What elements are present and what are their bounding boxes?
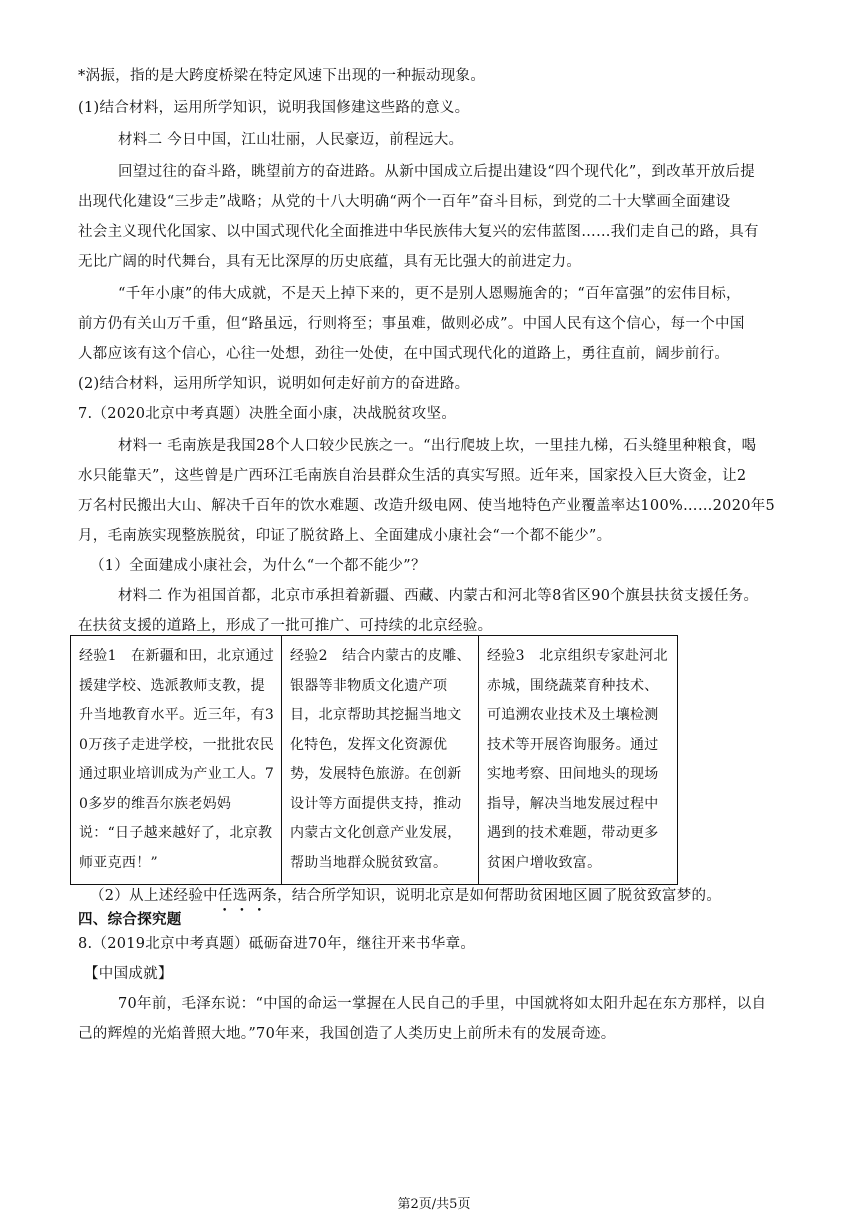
paragraph-line: 水只能靠天”，这些曾是广西环江毛南族自治县群众生活的真实写照。近年来，国家投入巨大资金，让2 <box>78 468 747 484</box>
material-1-line: 材料一 毛南族是我国28个人口较少民族之一。“出行爬坡上坎，一里挂九梯，石头缝里种粮食，喝 <box>118 438 757 454</box>
paragraph-line: 回望过往的奋斗路，眺望前方的奋进路。从新中国成立后提出建设“四个现代化”，到改革开放后提 <box>118 164 756 180</box>
page-footer: 第2页/共5页 <box>397 1197 471 1212</box>
section-heading: 四、综合探究题 <box>78 911 182 928</box>
question-7-2: （2）从上述经验中任选两条，结合所学知识，说明北京是如何帮助贫困地区圆了脱贫致富梦的。 <box>90 888 722 904</box>
footnote-vortex: *涡振，指的是大跨度桥梁在特定风速下出现的一种振动现象。 <box>78 68 486 84</box>
experience-cell-3: 经验3 北京组织专家赴河北赤城，围绕蔬菜育种技术、可追溯农业技术及土壤检测技术等开展咨询服务。通过实地考察、田间地头的现场指导，解决当地发展过程中遇到的技术难题，带动更多贫困户增收致富。 <box>479 636 678 885</box>
paragraph-line: “千年小康”的伟大成就，不是天上掉下来的，更不是别人恩赐施舍的；“百年富强”的宏伟目标， <box>118 286 741 302</box>
question-6-1: (1)结合材料，运用所学知识，说明我国修建这些路的意义。 <box>78 100 470 116</box>
quote-line: 70年前，毛泽东说：“中国的命运一掌握在人民自己的手里，中国就将如太阳升起在东方那样，以自 <box>118 996 767 1012</box>
emphasis-dots: ••• <box>222 906 274 916</box>
paragraph-line: 人都应该有这个信心，心往一处想，劲往一处使，在中国式现代化的道路上，勇往直前，阔步前行。 <box>78 346 730 362</box>
paragraph-line: 无比广阔的时代舞台，具有无比深厚的历史底蕴，具有无比强大的前进定力。 <box>78 254 582 270</box>
question-6-2: (2)结合材料，运用所学知识，说明如何走好前方的奋进路。 <box>78 376 470 392</box>
experience-cell-1: 经验1 在新疆和田，北京通过援建学校、选派教师支教，提升当地教育水平。近三年，有30万孩子走进学校，一批批农民通过职业培训成为产业工人。70多岁的维吾尔族老妈妈说：“日子越来越好了，北京教师亚克西！” <box>71 636 282 885</box>
question-7-title: 7.（2020北京中考真题）决胜全面小康，决战脱贫攻坚。 <box>78 406 457 422</box>
material-2-title: 材料二 今日中国，江山壮丽，人民豪迈，前程远大。 <box>118 132 464 148</box>
question-8-title: 8.（2019北京中考真题）砥砺奋进70年，继往开来书华章。 <box>78 936 476 952</box>
paragraph-line: 前方仍有关山万千重，但“路虽远，行则将至；事虽难，做则必成”。中国人民有这个信心，每一个中国 <box>78 316 745 332</box>
paragraph-line: 社会主义现代化国家、以中国式现代化全面推进中华民族伟大复兴的宏伟蓝图……我们走自己的路，具有 <box>78 224 759 240</box>
paragraph-line: 月，毛南族实现整族脱贫，印证了脱贫路上、全面建成小康社会“一个都不能少”。 <box>78 528 612 544</box>
question-7-1: （1）全面建成小康社会，为什么“一个都不能少”？ <box>90 558 426 574</box>
experience-table <box>70 635 678 885</box>
experience-cell-2: 经验2 结合内蒙古的皮雕、银器等非物质文化遗产项目，北京帮助其挖掘当地文化特色，发挥文化资源优势，发展特色旅游。在创新设计等方面提供支持，推动内蒙古文化创意产业发展，帮助当地群众脱贫致富。 <box>282 636 479 885</box>
quote-line: 己的辉煌的光焰普照大地。”70年来，我国创造了人类历史上前所未有的发展奇迹。 <box>78 1026 616 1042</box>
subheading-china-achievements: 【中国成就】 <box>84 966 173 982</box>
paragraph-line: 在扶贫支援的道路上，形成了一批可推广、可持续的北京经验。 <box>78 618 493 634</box>
paragraph-line: 万名村民搬出大山、解决千百年的饮水难题、改造升级电网、使当地特色产业覆盖率达100%……2020年5 <box>78 498 776 514</box>
material-2-line: 材料二 作为祖国首都，北京市承担着新疆、西藏、内蒙古和河北等8省区90个旗县扶贫支援任务。 <box>118 588 759 604</box>
paragraph-line: 出现代化建设“三步走”战略；从党的十八大明确“两个一百年”奋斗目标，到党的二十大擘画全面建设 <box>78 194 731 210</box>
